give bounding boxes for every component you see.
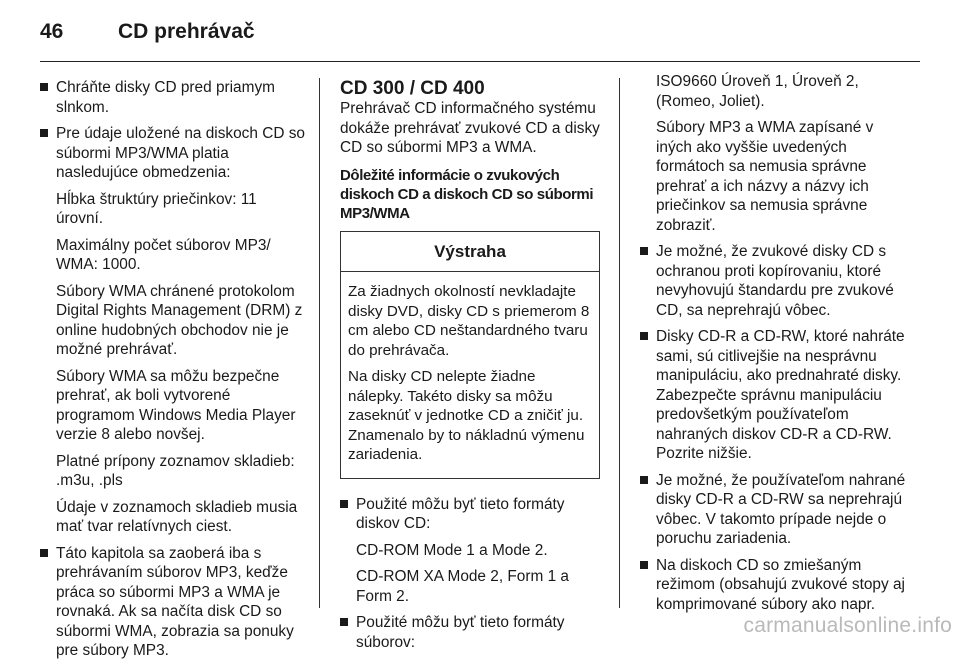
list-item [40, 78, 308, 117]
list-paragraph: Súbory MP3 a WMA zapísané v iných ako vyššie uvedených formátoch sa nemusia správne prehrať a ich názvy a názvy ich priečinkov sa nemusia správne zobraziť. [656, 119, 874, 234]
list-item-text: Táto kapitola sa zaoberá iba s prehrávaním súborov MP3, keďže práca so súbormi MP3 a WMA je rovnaká. Ak sa načíta disk CD so súbormi WMA, zobrazia sa ponuky pre súbory MP3. [56, 544, 294, 659]
list-paragraph: Súbory WMA chránené protokolom Digital Rights Management (DRM) z online hudobných obchodov nie je možné prehrávať. [56, 282, 303, 358]
bullet-square-icon [340, 500, 348, 508]
list-item-text: Na diskoch CD so zmiešaným režimom (obsahujú zvukové stopy aj komprimované súbory ako napr. [656, 556, 905, 613]
bullet-square-icon [40, 83, 48, 91]
bullet-list [640, 242, 910, 614]
list-paragraph: Súbory WMA sa môžu bezpečne prehrať, ak boli vytvorené programom Windows Media Player verzie 8 alebo novšej. [56, 367, 296, 443]
list-paragraph: ISO9660 Úroveň 1, Úroveň 2, (Romeo, Joliet). [656, 73, 859, 110]
list-item [640, 556, 910, 615]
bullet-list [40, 78, 308, 661]
page-number: 46 [40, 20, 64, 43]
list-item-text: Pre údaje uložené na diskoch CD so súbormi MP3/WMA platia nasledujúce obmedzenia: [56, 125, 305, 181]
page-header [0, 0, 960, 62]
list-item-text: Je možné, že používateľom nahrané disky CD-R a CD-RW sa neprehrajú vôbec. V takomto prípade nejde o poruchu zariadenia. [656, 471, 906, 547]
list-item [640, 242, 910, 320]
bullet-square-icon [640, 561, 648, 569]
subheading: Dôležité informácie o zvukových diskoch CD a diskoch CD so súbormi MP3/WMA [340, 166, 594, 222]
warning-paragraph: Na disky CD nelepte žiadne nálepky. Takéto disky sa môžu zaseknúť v jednotke CD a zničiť ju. Znamenalo by to nákladnú výmenu zariadenia. [348, 368, 585, 463]
list-item-text: Použité môžu byť tieto formáty diskov CD: [356, 495, 565, 532]
list-item [640, 327, 910, 464]
list-paragraph: Hĺbka štruktúry priečinkov: 11 úrovní. [56, 190, 257, 227]
list-paragraph: CD-ROM XA Mode 2, Form 1 a Form 2. [356, 568, 569, 605]
intro-paragraph: Prehrávač CD informačného systému dokáže prehrávať zvukové CD a disky CD so súbormi MP3 a WMA. [340, 100, 600, 156]
list-item [340, 613, 602, 652]
column-2 [340, 78, 602, 659]
list-paragraph: CD-ROM Mode 1 a Mode 2. [356, 541, 548, 559]
column-divider [319, 78, 320, 608]
list-item [640, 471, 910, 549]
bullet-square-icon [640, 476, 648, 484]
bullet-square-icon [640, 247, 648, 255]
column-3 [640, 72, 910, 621]
column-1 [40, 78, 308, 668]
list-paragraph: Maximálny počet súborov MP3/ WMA: 1000. [56, 236, 271, 273]
bullet-list [340, 495, 602, 653]
list-item-text: Chráňte disky CD pred priamym slnkom. [56, 79, 275, 116]
section-title: CD 300 / CD 400 [340, 78, 485, 99]
list-paragraph: Platné prípony zoznamov skladieb: .m3u, .pls [56, 452, 295, 489]
warning-body [341, 272, 599, 478]
bullet-square-icon [40, 129, 48, 137]
column-divider [619, 78, 620, 608]
bullet-square-icon [640, 332, 648, 340]
header-divider [40, 61, 920, 62]
bullet-square-icon [340, 618, 348, 626]
watermark: carmanualsonline.info [743, 614, 952, 637]
list-paragraph: Údaje v zoznamoch skladieb musia mať tvar relatívnych ciest. [56, 498, 298, 535]
bullet-square-icon [40, 549, 48, 557]
list-item-text: Použité môžu byť tieto formáty súborov: [356, 614, 565, 651]
warning-box [340, 231, 600, 479]
warning-title: Výstraha [341, 232, 599, 273]
list-item [40, 124, 308, 537]
list-item [40, 544, 308, 661]
list-item-text: Je možné, že zvukové disky CD s ochranou proti kopírovaniu, ktoré nevyhovujú štandardu pre zvukové CD, sa neprehrajú vôbec. [656, 243, 894, 319]
warning-paragraph: Za žiadnych okolností nevkladajte disky DVD, disky CD s priemerom 8 cm alebo CD neštandardného tvaru do prehrávača. [348, 283, 590, 359]
page-title: CD prehrávač [118, 20, 255, 43]
list-item [340, 495, 602, 607]
list-item-text: Disky CD-R a CD-RW, ktoré nahráte sami, sú citlivejšie na nesprávnu manipuláciu, ako prednahraté disky. Zabezpečte správnu manipuláciu predovšetkým používateľom nahraných diskov CD-R a CD-RW. Pozrite nižšie. [656, 328, 905, 462]
